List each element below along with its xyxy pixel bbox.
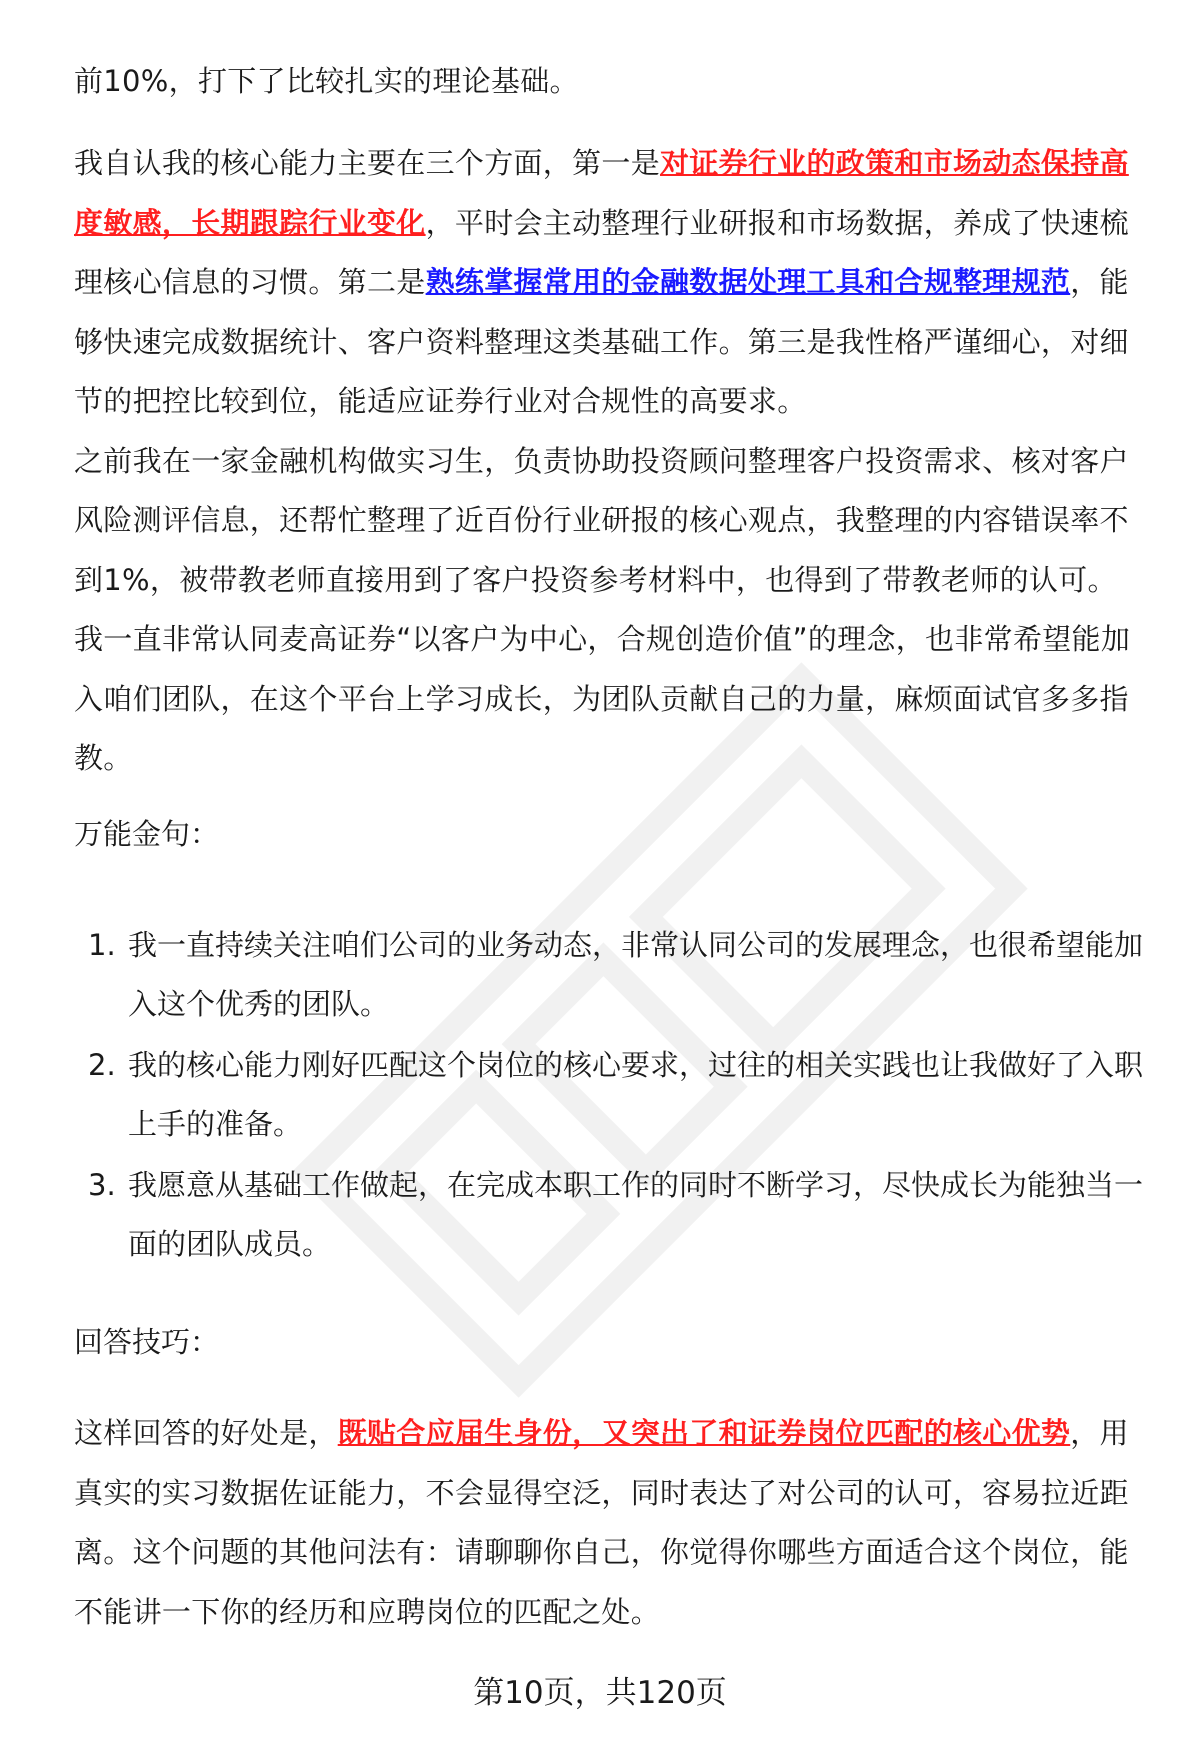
golden-sentences-list: [74, 916, 1146, 1276]
list-text: 我愿意从基础工作做起，在完成本职工作的同时不断学习，尽快成长为能独当一面的团队成员。: [128, 1168, 1144, 1261]
list-number: 1.: [88, 928, 116, 962]
core-abilities-text-a: 我自认我的核心能力主要在三个方面，第一是: [74, 146, 661, 180]
core-abilities-text-b: ，平时会主动整理行业研报和市场数据，养成了快速梳理核心信息的习惯。第二是: [74, 205, 1129, 299]
list-number: 3.: [88, 1168, 116, 1202]
core-abilities-text-c: ，能够快速完成数据统计、客户资料整理这类基础工作。第三是我性格严谨细心，对细节的把控比较到位，能适应证券行业对合规性的高要求。: [74, 265, 1129, 418]
list-item: [74, 1036, 1146, 1154]
paragraph-company-fit: 我一直非常认同麦高证券“以客户为中心，合规创造价值”的理念，也非常希望能加入咱们团队，在这个平台上学习成长，为团队贡献自己的力量，麻烦面试官多多指教。: [74, 622, 1131, 775]
list-item: [74, 916, 1146, 1034]
paragraph-theory-basis: 前10%，打下了比较扎实的理论基础。: [74, 64, 579, 98]
list-text: 我一直持续关注咱们公司的业务动态，非常认同公司的发展理念，也很希望能加入这个优秀的团队。: [128, 928, 1144, 1021]
page-number-footer: 第10页，共120页: [473, 1675, 727, 1711]
intro-text: [74, 52, 1146, 112]
golden-sentences-heading: 万能金句：: [74, 817, 220, 851]
tips-text-b: ，用真实的实习数据佐证能力，不会显得空泛，同时表达了对公司的认可，容易拉近距离。这个问题的其他问法有：请聊聊你自己，你觉得你哪些方面适合这个岗位，能不能讲一下你的经历和应聘岗位的匹配之处。: [74, 1416, 1129, 1629]
paragraph-internship: 之前我在一家金融机构做实习生，负责协助投资顾问整理客户投资需求、核对客户风险测评信息，还帮忙整理了近百份行业研报的核心观点，我整理的内容错误率不到1%，被带教老师直接用到了客户投资参考材料中，也得到了带教老师的认可。: [74, 443, 1129, 597]
paragraph-core-abilities: [74, 134, 1146, 432]
answer-tips-body: [74, 1404, 1146, 1642]
self-intro-body: [74, 134, 1146, 789]
list-number: 2.: [88, 1048, 116, 1082]
highlight-data-tools: 熟练掌握常用的金融数据处理工具和合规整理规范: [425, 265, 1071, 299]
tips-text-a: 这样回答的好处是，: [74, 1416, 338, 1450]
paragraph-answer-tips: [74, 1404, 1146, 1642]
highlight-policy-sensitivity: 对证券行业的政策和市场动态保持高度敏感，长期跟踪行业变化: [74, 146, 1129, 240]
list-item: [74, 1156, 1146, 1274]
highlight-core-advantage: 既贴合应届生身份，又突出了和证券岗位匹配的核心优势: [337, 1416, 1071, 1450]
answer-tips-heading: 回答技巧：: [74, 1325, 220, 1359]
list-text: 我的核心能力刚好匹配这个岗位的核心要求，过往的相关实践也让我做好了入职上手的准备。: [128, 1048, 1144, 1141]
